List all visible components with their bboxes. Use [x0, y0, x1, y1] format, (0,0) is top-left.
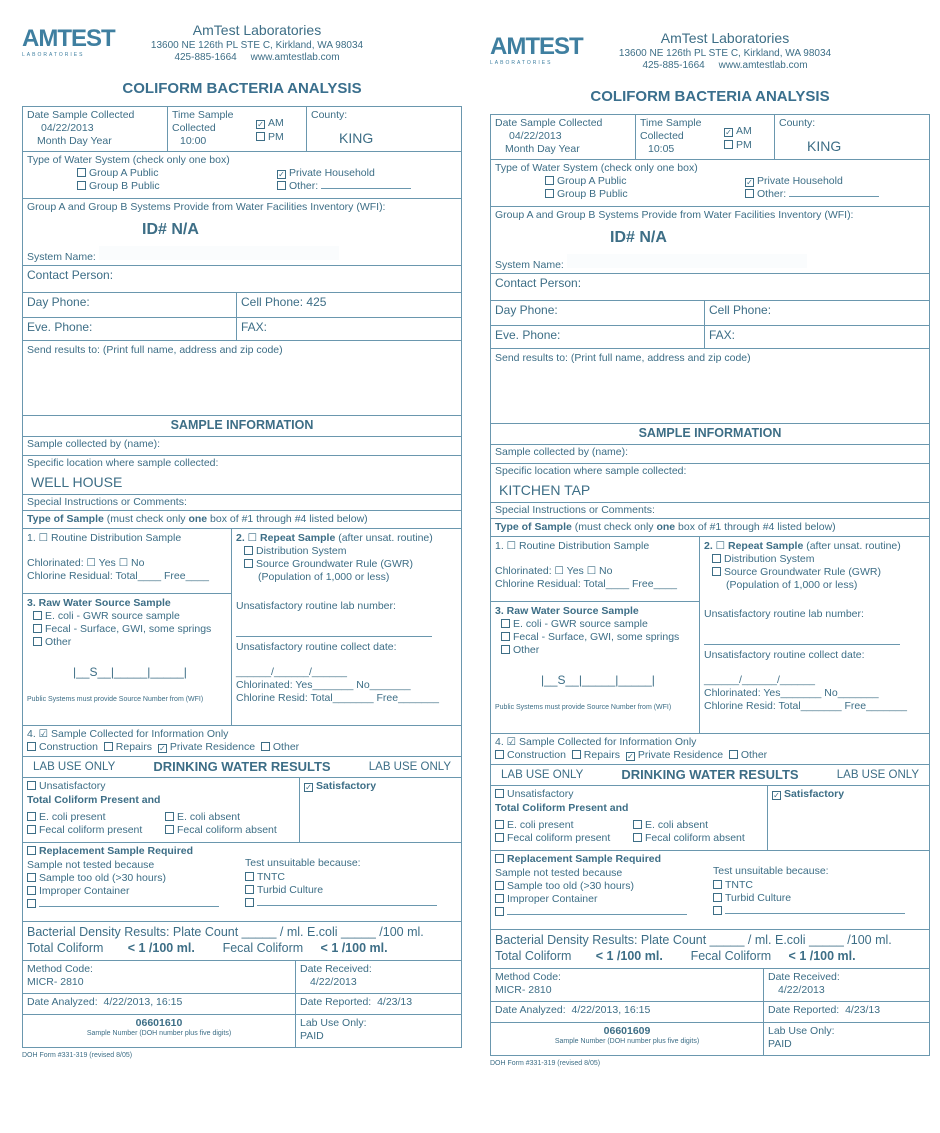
satisfactory-checkbox[interactable]	[772, 791, 781, 800]
form-box	[22, 106, 462, 1048]
results-header: LAB USE ONLY DRINKING WATER RESULTS LAB USE ONLY	[23, 757, 461, 778]
sample-number-row: 06601610 Sample Number (DOH number plus five digits) Lab Use Only: PAID	[23, 1015, 461, 1047]
other-source-checkbox[interactable]	[33, 637, 42, 646]
ecoli-absent-checkbox[interactable]	[633, 820, 642, 829]
routine-option[interactable]: 1. ☐ Routine Distribution Sample	[495, 539, 650, 552]
fecal-absent-checkbox[interactable]	[165, 825, 174, 834]
group-a-checkbox[interactable]	[545, 176, 554, 185]
lab-name: AmTest Laboratories	[192, 22, 322, 38]
water-system-row: Type of Water System (check only one box) Group A Public Group B Public ✓Private Household Other:	[491, 160, 929, 207]
construction-checkbox[interactable]	[495, 750, 504, 759]
date-analyzed-value[interactable]: 4/22/2013, 16:15	[571, 1003, 651, 1016]
fecal-absent-checkbox[interactable]	[633, 833, 642, 842]
location-row: Specific location where sample collected: WELL HOUSE	[23, 456, 461, 495]
analyzed-row: Date Analyzed: 4/22/2013, 16:15 Date Reported: 4/23/13	[23, 994, 461, 1015]
fecal-present-checkbox[interactable]	[27, 825, 36, 834]
county-value[interactable]: KING	[339, 130, 374, 147]
group-b-checkbox[interactable]	[77, 181, 86, 190]
time-collected-cell: Time Sample Collected 10:05 ✓AM PM	[636, 115, 775, 159]
collection-row	[491, 115, 929, 160]
other-purpose-checkbox[interactable]	[261, 742, 270, 751]
type-of-sample-row: Type of Sample (must check only one box of #1 through #4 listed below)	[491, 519, 929, 537]
results-row: Unsatisfactory Total Coliform Present and E. coli present Fecal coliform present E. coli absent Fecal coliform absent ✓Satisfactory	[491, 786, 929, 851]
sample-number-value[interactable]: 06601609	[603, 1024, 651, 1037]
form-box	[490, 114, 930, 1056]
info-only-row: 4. ☑ Sample Collected for Information Only Construction Repairs ✓ Private Residence Other	[491, 734, 929, 765]
repairs-checkbox[interactable]	[572, 750, 581, 759]
too-old-checkbox[interactable]	[27, 873, 36, 882]
form-title: COLIFORM BACTERIA ANALYSIS	[590, 88, 830, 105]
construction-checkbox[interactable]	[27, 742, 36, 751]
method-code-value[interactable]: MICR- 2810	[495, 983, 552, 996]
date-reported-value[interactable]: 4/23/13	[377, 995, 413, 1008]
replacement-checkbox[interactable]	[27, 846, 36, 855]
am-checkbox[interactable]	[256, 120, 265, 129]
group-b-checkbox[interactable]	[545, 189, 554, 198]
turbid-checkbox[interactable]	[245, 885, 254, 894]
lab-use-value[interactable]: PAID	[300, 1029, 324, 1042]
sample-types-left: 1. ☐ Routine Distribution Sample Chlorinated: ☐ Yes ☐ No Chlorine Residual: Total____ Free____ 3. Raw Water Source Sample E. coli - GWR source sample Fecal - Surface, GWI, some springs Other |__S__|_____|_____| Public Systems must provide Source Number from (WFI)	[491, 537, 700, 733]
sample-types-left: 1. ☐ Routine Distribution Sample Chlorinated: ☐ Yes ☐ No Chlorine Residual: Total____ Free____ 3. Raw Water Source Sample E. coli - GWR source sample Fecal - Surface, GWI, some springs Other |__S__|_____|_____| Public Systems must provide Source Number from (WFI)	[23, 529, 232, 725]
type-of-sample-row: Type of Sample (must check only one box of #1 through #4 listed below)	[23, 511, 461, 529]
date-value[interactable]: 04/22/2013	[41, 122, 94, 135]
fecal-present-checkbox[interactable]	[495, 833, 504, 842]
sample-info-header: SAMPLE INFORMATION	[491, 424, 929, 445]
date-received-value[interactable]: 4/22/2013	[778, 983, 825, 996]
form-header	[490, 30, 930, 114]
private-household-checkbox[interactable]	[277, 170, 286, 179]
eve-phone-row: Eve. Phone: FAX:	[23, 318, 461, 341]
unsatisfactory-checkbox[interactable]	[495, 789, 504, 798]
date-value[interactable]: 04/22/2013	[509, 130, 562, 143]
pm-checkbox[interactable]	[256, 132, 265, 141]
fecal-surface-checkbox[interactable]	[501, 632, 510, 641]
date-analyzed-value[interactable]: 4/22/2013, 16:15	[103, 995, 183, 1008]
special-row: Special Instructions or Comments:	[491, 503, 929, 519]
amtest-logo: AMTEST LABORATORIES	[490, 33, 583, 66]
collected-by-row: Sample collected by (name):	[23, 437, 461, 456]
county-cell: County: KING	[775, 115, 929, 159]
distribution-checkbox[interactable]	[244, 546, 253, 555]
id-value: ID# N/A	[610, 229, 667, 247]
lab-contact: 425-885-1664 www.amtestlab.com	[642, 60, 808, 71]
doh-form-number: DOH Form #331-319 (revised 8/05)	[22, 1051, 133, 1059]
sample-types-row	[491, 537, 929, 734]
collected-by-row: Sample collected by (name):	[491, 445, 929, 464]
contact-row: Contact Person:	[23, 266, 461, 293]
date-collected-cell: Date Sample Collected 04/22/2013 Month Day Year	[23, 107, 168, 151]
tntc-checkbox[interactable]	[245, 872, 254, 881]
coliform-form-left	[22, 22, 462, 1060]
date-reported-value[interactable]: 4/23/13	[845, 1003, 881, 1016]
day-phone-row: Day Phone: Cell Phone:	[491, 301, 929, 326]
collection-row	[23, 107, 461, 152]
routine-option[interactable]: 1. ☐ Routine Distribution Sample	[27, 531, 182, 544]
am-checkbox[interactable]	[724, 128, 733, 137]
county-value[interactable]: KING	[807, 138, 842, 155]
send-results-row: Send results to: (Print full name, address and zip code)	[491, 349, 929, 424]
id-value: ID# N/A	[142, 221, 199, 239]
distribution-checkbox[interactable]	[712, 554, 721, 563]
source-gwr-checkbox[interactable]	[712, 567, 721, 576]
lab-info	[610, 30, 840, 73]
source-number: |__S__|_____|_____|	[541, 673, 655, 688]
sample-number-row: 06601609 Sample Number (DOH number plus five digits) Lab Use Only: PAID	[491, 1023, 929, 1055]
lab-contact: 425-885-1664 www.amtestlab.com	[174, 52, 340, 63]
location-row: Specific location where sample collected: KITCHEN TAP	[491, 464, 929, 503]
ecoli-present-checkbox[interactable]	[27, 812, 36, 821]
wfi-row: Group A and Group B Systems Provide from Water Facilities Inventory (WFI): ID# N/A System Name:	[491, 207, 929, 274]
replacement-row: Replacement Sample Required Sample not tested because Sample too old (>30 hours) Improper Container Test unsuitable because: TNTC Turbid Culture	[491, 851, 929, 930]
special-row: Special Instructions or Comments:	[23, 495, 461, 511]
results-header: LAB USE ONLY DRINKING WATER RESULTS LAB USE ONLY	[491, 765, 929, 786]
improper-checkbox[interactable]	[27, 886, 36, 895]
other-source-checkbox[interactable]	[501, 645, 510, 654]
improper-checkbox[interactable]	[495, 894, 504, 903]
repairs-checkbox[interactable]	[104, 742, 113, 751]
form-header	[22, 22, 462, 106]
send-results-row: Send results to: (Print full name, address and zip code)	[23, 341, 461, 416]
coliform-form-right	[490, 30, 930, 1068]
analyzed-row: Date Analyzed: 4/22/2013, 16:15 Date Reported: 4/23/13	[491, 1002, 929, 1023]
turbid-checkbox[interactable]	[713, 893, 722, 902]
sample-info-header: SAMPLE INFORMATION	[23, 416, 461, 437]
ecoli-gwr-checkbox[interactable]	[33, 611, 42, 620]
private-residence-checkbox[interactable]	[626, 752, 635, 761]
eve-phone-row: Eve. Phone: FAX:	[491, 326, 929, 349]
lab-name: AmTest Laboratories	[660, 30, 790, 46]
density-row: Bacterial Density Results: Plate Count _____ / ml. E.coli _____ /100 ml. Total Coliform < 1 /100 ml. Fecal Coliform < 1 /100 ml.	[23, 922, 461, 960]
sample-types-right: 2. ☐ Repeat Sample (after unsat. routine) Distribution System Source Groundwater Rule (GWR) (Population of 1,000 or less) Unsatisfactory routine lab number: Unsatisfactory routine collect date: ______/______/______ Chlorinated: Yes_______ No_______ Chlorine Resid: Total_______ Free_______	[704, 539, 907, 712]
location-value[interactable]: KITCHEN TAP	[499, 481, 591, 498]
time-value[interactable]: 10:00	[180, 135, 207, 148]
results-row: Unsatisfactory Total Coliform Present and E. coli present Fecal coliform present E. coli absent Fecal coliform absent ✓Satisfactory	[23, 778, 461, 843]
method-code-value[interactable]: MICR- 2810	[27, 975, 84, 988]
other-checkbox[interactable]	[745, 189, 754, 198]
density-row: Bacterial Density Results: Plate Count _____ / ml. E.coli _____ /100 ml. Total Coliform < 1 /100 ml. Fecal Coliform < 1 /100 ml.	[491, 930, 929, 968]
ecoli-gwr-checkbox[interactable]	[501, 619, 510, 628]
wfi-row: Group A and Group B Systems Provide from Water Facilities Inventory (WFI): ID# N/A System Name:	[23, 199, 461, 266]
location-value[interactable]: WELL HOUSE	[31, 473, 123, 490]
date-collected-cell: Date Sample Collected 04/22/2013 Month Day Year	[491, 115, 636, 159]
sample-number-value[interactable]: 06601610	[135, 1016, 183, 1029]
replacement-row: Replacement Sample Required Sample not tested because Sample too old (>30 hours) Improper Container Test unsuitable because: TNTC Turbid Culture	[23, 843, 461, 922]
replacement-checkbox[interactable]	[495, 854, 504, 863]
source-gwr-checkbox[interactable]	[244, 559, 253, 568]
ecoli-absent-checkbox[interactable]	[165, 812, 174, 821]
time-collected-cell: Time Sample Collected 10:00 ✓AM PM	[168, 107, 307, 151]
lab-use-value[interactable]: PAID	[768, 1037, 792, 1050]
fecal-surface-checkbox[interactable]	[33, 624, 42, 633]
pm-checkbox[interactable]	[724, 140, 733, 149]
lab-info	[142, 22, 372, 65]
tntc-checkbox[interactable]	[713, 880, 722, 889]
amtest-logo: AMTEST LABORATORIES	[22, 25, 115, 58]
lab-address: 13600 NE 126th PL STE C, Kirkland, WA 98034	[150, 39, 364, 51]
county-cell: County: KING	[307, 107, 461, 151]
private-household-checkbox[interactable]	[745, 178, 754, 187]
doh-form-number: DOH Form #331-319 (revised 8/05)	[490, 1059, 601, 1067]
sample-types-right: 2. ☐ Repeat Sample (after unsat. routine) Distribution System Source Groundwater Rule (GWR) (Population of 1,000 or less) Unsatisfactory routine lab number: Unsatisfactory routine collect date: ______/______/______ Chlorinated: Yes_______ No_______ Chlorine Resid: Total_______ Free_______	[236, 531, 439, 704]
form-title: COLIFORM BACTERIA ANALYSIS	[122, 80, 362, 97]
method-row: Method Code: MICR- 2810 Date Received: 4/22/2013	[23, 961, 461, 994]
group-a-checkbox[interactable]	[77, 168, 86, 177]
day-phone-row: Day Phone: Cell Phone: 425	[23, 293, 461, 318]
lab-address: 13600 NE 126th PL STE C, Kirkland, WA 98034	[618, 47, 832, 59]
date-received-value[interactable]: 4/22/2013	[310, 975, 357, 988]
ecoli-present-checkbox[interactable]	[495, 820, 504, 829]
method-row: Method Code: MICR- 2810 Date Received: 4/22/2013	[491, 969, 929, 1002]
contact-row: Contact Person:	[491, 274, 929, 301]
other-checkbox[interactable]	[277, 181, 286, 190]
too-old-checkbox[interactable]	[495, 881, 504, 890]
sample-types-row	[23, 529, 461, 726]
water-system-row: Type of Water System (check only one box) Group A Public Group B Public ✓Private Household Other:	[23, 152, 461, 199]
unsatisfactory-checkbox[interactable]	[27, 781, 36, 790]
time-value[interactable]: 10:05	[648, 143, 675, 156]
other-purpose-checkbox[interactable]	[729, 750, 738, 759]
info-only-row: 4. ☑ Sample Collected for Information Only Construction Repairs ✓ Private Residence Other	[23, 726, 461, 757]
cell-phone-value[interactable]: 425	[306, 295, 327, 309]
private-residence-checkbox[interactable]	[158, 744, 167, 753]
source-number: |__S__|_____|_____|	[73, 665, 187, 680]
satisfactory-checkbox[interactable]	[304, 783, 313, 792]
